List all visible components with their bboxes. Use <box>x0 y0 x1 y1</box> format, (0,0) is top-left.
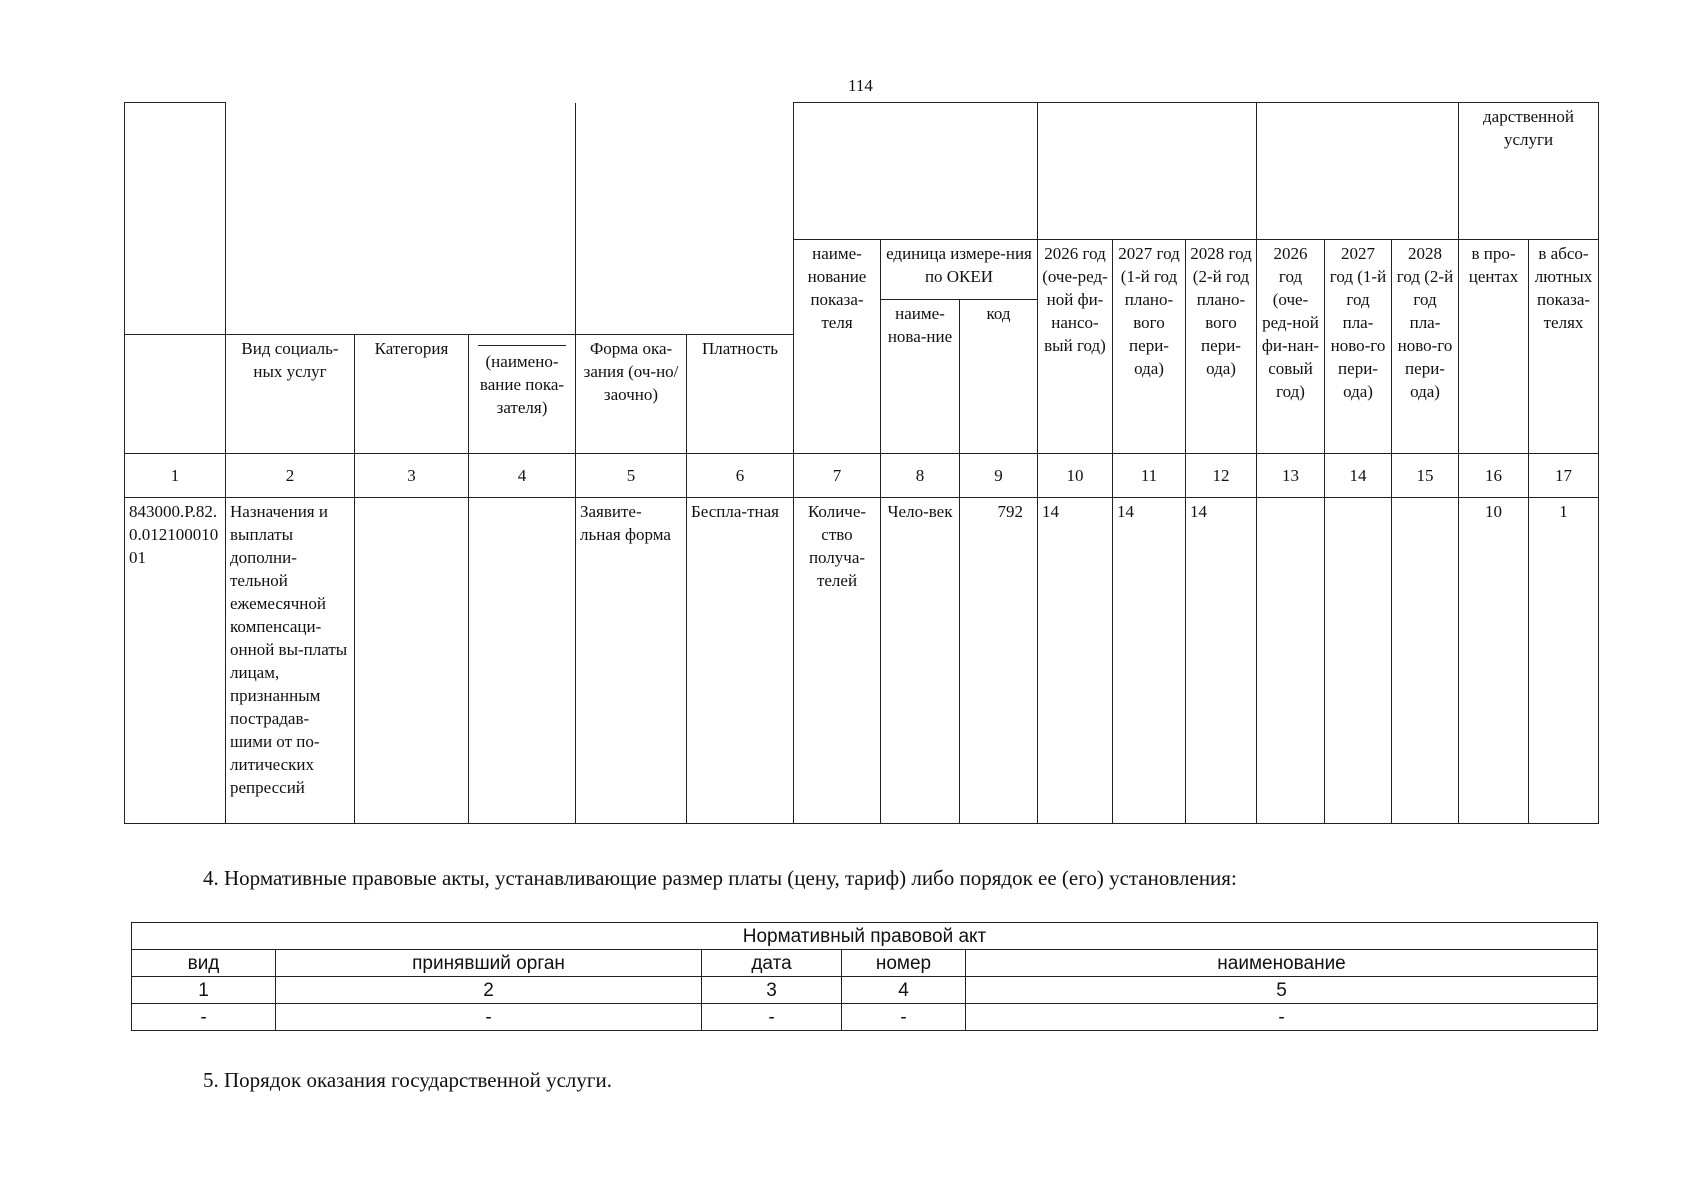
col-number: 4 <box>842 977 966 1004</box>
header-c16: в про-центах <box>1459 240 1529 454</box>
col-number: 5 <box>576 454 687 498</box>
section-5-heading: 5. Порядок оказания государственной услуги. <box>203 1068 612 1092</box>
col-number: 3 <box>702 977 842 1004</box>
header-c7-c9-top <box>794 103 1038 240</box>
header-c8-c9: единица измере-ния по ОКЕИ <box>881 240 1038 300</box>
header-c6: Платность <box>687 335 794 454</box>
header-c13: 2026 год (оче-ред-ной фи-нан-совый год) <box>1257 240 1325 454</box>
col-number: 1 <box>125 454 226 498</box>
header-c4: (наимено-вание пока-зателя) <box>479 352 565 417</box>
header-date: дата <box>702 950 842 977</box>
legal-act-number-row <box>132 977 1598 1004</box>
col-number: 9 <box>960 454 1038 498</box>
act-issuer: - <box>276 1004 702 1031</box>
header-c11: 2027 год (1-й год плано-вого пери-ода) <box>1113 240 1186 454</box>
indicator-name <box>469 498 576 824</box>
service-type: Назначения и выплаты дополни-тельной ежемесячной компенсаци-онной вы-платы лицам, признанным пострадав-шими от по-литических репрессий <box>226 498 355 824</box>
value-2028: 14 <box>1186 498 1257 824</box>
section-4-heading: 4. Нормативные правовые акты, устанавливающие размер платы (цену, тариф) либо порядок ее (его) установления: <box>203 866 1237 890</box>
header-c8: наиме-нова-ние <box>881 300 960 454</box>
deviation-absolute: 1 <box>1529 498 1599 824</box>
col-number: 6 <box>687 454 794 498</box>
page-number: 114 <box>848 76 873 95</box>
header-kind: вид <box>132 950 276 977</box>
col-number: 5 <box>966 977 1598 1004</box>
service-indicators-table <box>124 102 1599 824</box>
value-2027: 14 <box>1113 498 1186 824</box>
col-number: 16 <box>1459 454 1529 498</box>
col-number: 1 <box>132 977 276 1004</box>
header-c12: 2028 год (2-й год плано-вого пери-ода) <box>1186 240 1257 454</box>
payment-type: Беспла-тная <box>687 498 794 824</box>
col-number: 2 <box>226 454 355 498</box>
unit-name: Чело-век <box>881 498 960 824</box>
col-number: 3 <box>355 454 469 498</box>
header-c5-c6-top <box>576 103 794 300</box>
act-date: - <box>702 1004 842 1031</box>
legal-act-title: Нормативный правовой акт <box>132 923 1598 950</box>
col-number: 15 <box>1392 454 1459 498</box>
header-c13-c15-top <box>1257 103 1459 240</box>
category <box>355 498 469 824</box>
header-c4-cell <box>469 335 576 454</box>
header-c1 <box>125 103 226 335</box>
col-number: 7 <box>794 454 881 498</box>
col-number: 2 <box>276 977 702 1004</box>
header-c10: 2026 год (оче-ред-ной фи-нансо-вый год) <box>1038 240 1113 454</box>
provision-form: Заявите-льная форма <box>576 498 687 824</box>
col-number: 11 <box>1113 454 1186 498</box>
legal-act-table <box>131 922 1598 1031</box>
col-number: 17 <box>1529 454 1599 498</box>
col-number: 10 <box>1038 454 1113 498</box>
legal-act-header-row <box>132 950 1598 977</box>
col-number: 8 <box>881 454 960 498</box>
header-number: номер <box>842 950 966 977</box>
act-name: - <box>966 1004 1598 1031</box>
header-c1-bottom <box>125 335 226 454</box>
header-c2-c4-top <box>226 103 576 300</box>
col-number: 4 <box>469 454 576 498</box>
header-top-right-label: дарственной услуги <box>1459 103 1599 240</box>
table-row <box>125 498 1599 824</box>
header-c2-c4-gap <box>226 300 576 335</box>
header-c10-c12-top <box>1038 103 1257 240</box>
column-number-row <box>125 454 1599 498</box>
col-number: 12 <box>1186 454 1257 498</box>
fee-2028 <box>1392 498 1459 824</box>
fee-2026 <box>1257 498 1325 824</box>
value-2026: 14 <box>1038 498 1113 824</box>
act-kind: - <box>132 1004 276 1031</box>
header-row-top <box>125 103 1599 240</box>
header-c14: 2027 год (1-й год пла-ново-го пери-ода) <box>1325 240 1392 454</box>
deviation-percent: 10 <box>1459 498 1529 824</box>
header-c2: Вид социаль-ных услуг <box>226 335 355 454</box>
header-c7: наиме-нование показа-теля <box>794 240 881 454</box>
header-c3: Категория <box>355 335 469 454</box>
col-number: 13 <box>1257 454 1325 498</box>
header-c5: Форма ока-зания (оч-но/заочно) <box>576 335 687 454</box>
header-c15: 2028 год (2-й год пла-ново-го пери-ода) <box>1392 240 1459 454</box>
header-c9: код <box>960 300 1038 454</box>
table-row <box>132 1004 1598 1031</box>
blank-line <box>478 345 566 346</box>
header-issuer: принявший орган <box>276 950 702 977</box>
fee-2027 <box>1325 498 1392 824</box>
registry-code: 843000.Р.82.0.01210001001 <box>125 498 226 824</box>
header-c5-c6-gap <box>576 300 794 335</box>
act-number: - <box>842 1004 966 1031</box>
header-c17: в абсо-лютных показа-телях <box>1529 240 1599 454</box>
volume-indicator-name: Количе-ство получа-телей <box>794 498 881 824</box>
unit-code: 792 <box>960 498 1038 824</box>
col-number: 14 <box>1325 454 1392 498</box>
header-name: наименование <box>966 950 1598 977</box>
